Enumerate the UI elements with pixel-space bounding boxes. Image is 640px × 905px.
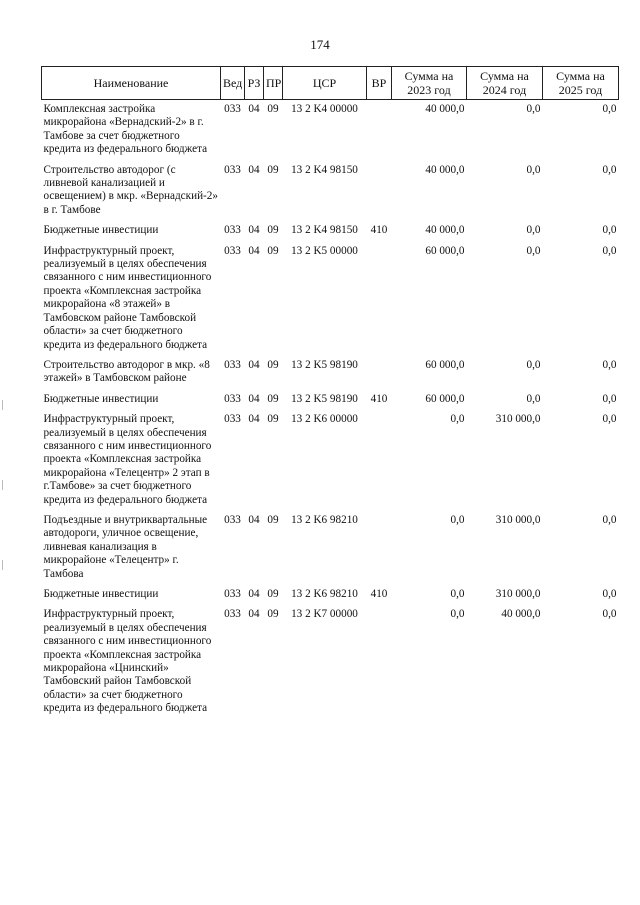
row-pr: 09 — [267, 413, 279, 426]
row-name: Бюджетные инвестиции — [43, 588, 159, 600]
row-ved: 033 — [224, 163, 241, 176]
table-body — [42, 100, 619, 720]
row-name: Строительство автодорог в мкр. «8 этажей» в Тамбовском районе — [43, 358, 210, 385]
row-ved: 033 — [224, 513, 241, 526]
row-sum-2025: 0,0 — [602, 163, 617, 176]
row-sum-2024: 0,0 — [526, 244, 541, 257]
row-csr: 13 2 K5 98190 — [291, 392, 358, 405]
row-sum-2023: 0,0 — [450, 608, 465, 621]
row-ved: 033 — [224, 588, 241, 600]
row-sum-2025: 0,0 — [602, 413, 617, 426]
row-sum-2024: 0,0 — [526, 392, 541, 405]
row-pr: 09 — [267, 513, 279, 526]
row-sum-2023: 40 000,0 — [425, 103, 465, 115]
row-sum-2023: 60 000,0 — [425, 358, 465, 371]
row-pr: 09 — [267, 392, 279, 405]
row-pr: 09 — [267, 103, 279, 115]
table-row — [42, 221, 619, 241]
row-rz: 04 — [248, 608, 260, 621]
row-ved: 033 — [224, 224, 241, 237]
row-csr: 13 2 K7 00000 — [291, 608, 358, 621]
row-ved: 033 — [224, 244, 241, 257]
header-rz: РЗ — [245, 67, 264, 100]
header-sum-2025: Сумма на 2025 год — [543, 67, 619, 100]
row-sum-2023: 60 000,0 — [425, 244, 465, 257]
row-sum-2025: 0,0 — [602, 588, 617, 600]
table-row — [42, 390, 619, 410]
row-csr: 13 2 K5 00000 — [291, 244, 358, 257]
row-rz: 04 — [248, 588, 260, 600]
row-rz: 04 — [248, 163, 260, 176]
table-row — [42, 605, 619, 719]
row-name: Строительство автодорог (с ливневой канализацией и освещением) в мкр. «Вернадский-2» в г. Тамбове — [43, 163, 218, 216]
row-sum-2023: 40 000,0 — [425, 224, 465, 237]
scan-mark — [2, 400, 3, 410]
row-csr: 13 2 K5 98190 — [291, 358, 358, 371]
row-vr — [367, 161, 392, 222]
row-vr — [367, 605, 392, 719]
row-vr: 410 — [370, 588, 388, 600]
row-ved: 033 — [224, 358, 241, 371]
row-pr: 09 — [267, 608, 279, 621]
row-sum-2025: 0,0 — [602, 103, 617, 115]
row-pr: 09 — [267, 224, 279, 237]
row-sum-2024: 310 000,0 — [495, 513, 541, 526]
header-pr: ПР — [264, 67, 283, 100]
row-sum-2024: 310 000,0 — [495, 413, 541, 426]
table-row — [42, 511, 619, 585]
row-name: Комплексная застройка микрорайона «Вернадский-2» в г. Тамбове за счет бюджетного кредита из федерального бюджета — [43, 103, 208, 156]
row-vr: 410 — [370, 224, 388, 237]
row-ved: 033 — [224, 413, 241, 426]
row-sum-2025: 0,0 — [602, 608, 617, 621]
table-row — [42, 161, 619, 222]
row-sum-2023: 0,0 — [450, 413, 465, 426]
row-sum-2023: 0,0 — [450, 588, 465, 600]
row-sum-2025: 0,0 — [602, 513, 617, 526]
row-vr — [367, 511, 392, 585]
row-vr — [367, 356, 392, 390]
row-vr — [367, 100, 392, 161]
row-csr: 13 2 K4 00000 — [291, 103, 358, 115]
row-sum-2024: 0,0 — [526, 163, 541, 176]
header-vr: ВР — [367, 67, 392, 100]
row-sum-2024: 40 000,0 — [501, 608, 541, 621]
row-csr: 13 2 K4 98150 — [291, 163, 358, 176]
row-pr: 09 — [267, 358, 279, 371]
row-rz: 04 — [248, 513, 260, 526]
row-rz: 04 — [248, 392, 260, 405]
header-csr: ЦСР — [283, 67, 367, 100]
row-sum-2025: 0,0 — [602, 392, 617, 405]
table-row — [42, 356, 619, 390]
row-ved: 033 — [224, 103, 241, 115]
header-sum-2023: Сумма на 2023 год — [392, 67, 467, 100]
budget-table — [41, 66, 619, 720]
row-csr: 13 2 K6 98210 — [291, 588, 358, 600]
row-rz: 04 — [248, 103, 260, 115]
row-rz: 04 — [248, 358, 260, 371]
row-name: Инфраструктурный проект, реализуемый в целях обеспечения связанного с ним инвестиционного проекта «Комплексная застройка микрорайона «Телецентр» 2 этап в г.Тамбове» за счет бюджетного кредита из федерального бюджета — [43, 413, 212, 506]
row-sum-2025: 0,0 — [602, 244, 617, 257]
row-sum-2024: 0,0 — [526, 358, 541, 371]
row-pr: 09 — [267, 588, 279, 600]
row-sum-2024: 310 000,0 — [495, 588, 541, 600]
row-vr: 410 — [370, 392, 388, 405]
table-row — [42, 585, 619, 605]
scan-mark — [2, 560, 3, 570]
page-number: 174 — [310, 37, 330, 52]
row-vr — [367, 410, 392, 511]
margin-scan-marks — [2, 400, 5, 700]
row-csr: 13 2 K6 98210 — [291, 513, 358, 526]
header-name: Наименование — [42, 67, 221, 100]
table-row — [42, 100, 619, 161]
row-rz: 04 — [248, 224, 260, 237]
header-sum-2024: Сумма на 2024 год — [467, 67, 543, 100]
row-ved: 033 — [224, 608, 241, 621]
row-name: Инфраструктурный проект, реализуемый в целях обеспечения связанного с ним инвестиционного проекта «Комплексная застройка микрорайона «Цнинский» Тамбовский район Тамбовской области» за счет бюджетного кредита из федерального бюджета — [43, 608, 212, 715]
table-header-row — [42, 67, 619, 100]
scan-mark — [2, 480, 3, 490]
row-sum-2023: 40 000,0 — [425, 163, 465, 176]
row-csr: 13 2 K4 98150 — [291, 224, 358, 237]
row-sum-2023: 60 000,0 — [425, 392, 465, 405]
row-rz: 04 — [248, 413, 260, 426]
row-rz: 04 — [248, 244, 260, 257]
row-name: Подъездные и внутриквартальные автодороги, уличное освещение, ливневая канализация в микрорайоне «Телецентр» г. Тамбова — [43, 513, 208, 580]
table-row — [42, 410, 619, 511]
row-name: Бюджетные инвестиции — [43, 224, 159, 237]
row-pr: 09 — [267, 244, 279, 257]
row-sum-2024: 0,0 — [526, 224, 541, 237]
table-row — [42, 242, 619, 356]
row-vr — [367, 242, 392, 356]
row-name: Инфраструктурный проект, реализуемый в целях обеспечения связанного с ним инвестиционного проекта «Комплексная застройка микрорайона «8 этажей» в Тамбовском районе Тамбовской области» за счет бюджетного кредита из федерального бюджета — [43, 244, 212, 351]
row-sum-2024: 0,0 — [526, 103, 541, 115]
row-sum-2023: 0,0 — [450, 513, 465, 526]
header-ved: Вед — [221, 67, 245, 100]
row-name: Бюджетные инвестиции — [43, 392, 159, 405]
row-pr: 09 — [267, 163, 279, 176]
row-sum-2025: 0,0 — [602, 224, 617, 237]
row-ved: 033 — [224, 392, 241, 405]
row-sum-2025: 0,0 — [602, 358, 617, 371]
row-csr: 13 2 K6 00000 — [291, 413, 358, 426]
